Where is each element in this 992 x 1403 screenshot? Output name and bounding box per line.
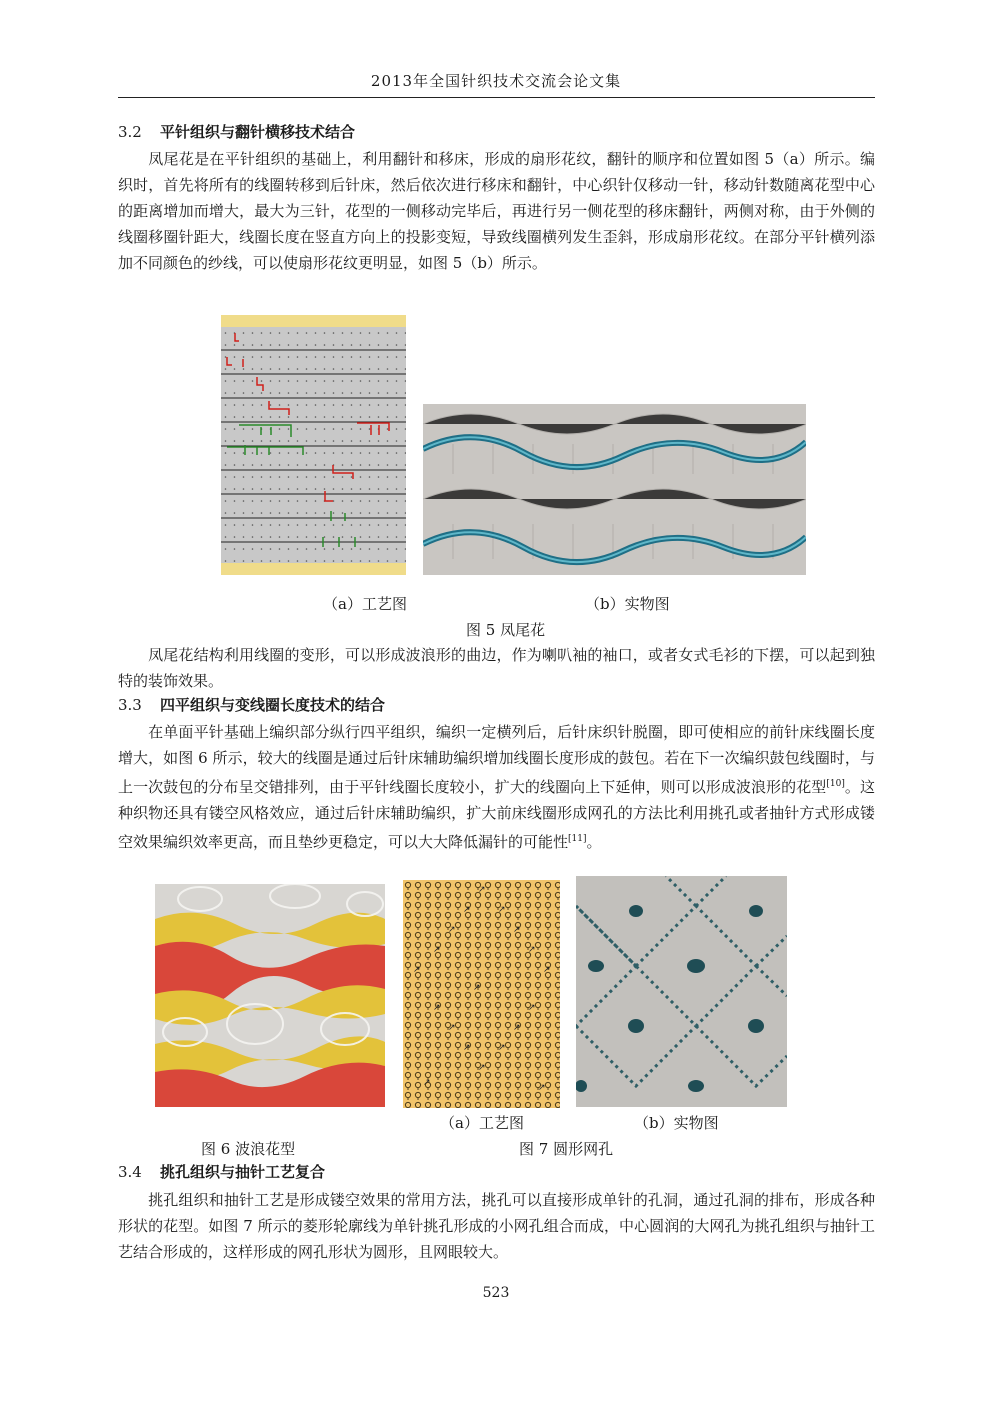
- svg-text:↗: ↗: [528, 945, 536, 955]
- svg-text:↗: ↗: [498, 1043, 506, 1053]
- svg-text:↗: ↗: [538, 1083, 546, 1093]
- svg-text:↗: ↗: [498, 905, 506, 915]
- figure-6-caption: 图 6 波浪花型: [201, 1140, 296, 1158]
- figure-7a-caption: （a）工艺图: [440, 1114, 524, 1132]
- svg-text:↗: ↗: [543, 965, 551, 975]
- section-number: 3.2: [118, 123, 142, 141]
- section-title: 挑孔组织与抽针工艺复合: [160, 1163, 326, 1181]
- section-title: 四平组织与变线圈长度技术的结合: [160, 696, 386, 714]
- section-3-2-heading: [118, 121, 355, 142]
- svg-text:↗: ↗: [413, 965, 421, 975]
- figure-5b-caption: （b）实物图: [585, 595, 670, 613]
- figure-5a-diagram: [221, 315, 406, 575]
- svg-text:↗: ↗: [423, 1078, 431, 1088]
- svg-text:↗: ↗: [513, 925, 521, 935]
- figure-7a-diagram: [403, 880, 560, 1108]
- svg-text:↗: ↗: [433, 945, 441, 955]
- svg-text:↗: ↗: [448, 925, 456, 935]
- header-rule: [118, 97, 875, 98]
- svg-text:↗: ↗: [478, 885, 486, 895]
- section-3-3-heading: [118, 694, 385, 715]
- section-number: 3.4: [118, 1163, 142, 1181]
- svg-text:↗: ↗: [473, 983, 481, 993]
- svg-text:↗: ↗: [513, 1023, 521, 1033]
- figure-7-caption: 图 7 圆形网孔: [519, 1140, 614, 1158]
- section-3-4-heading: [118, 1161, 325, 1182]
- section-number: 3.3: [118, 696, 142, 714]
- svg-text:↗: ↗: [448, 1023, 456, 1033]
- section-3-4-paragraph: 挑孔组织和抽针工艺是形成镂空效果的常用方法，挑孔可以直接形成单针的孔洞，通过孔洞的排布，形成各种形状的花型。如图 7 所示的菱形轮廓线为单针挑孔形成的小网孔组合而成，中心圆润的大网孔为挑孔组织与抽针工艺结合形成的，这样形成的网孔形状为圆形，且网眼较大。: [118, 1191, 875, 1261]
- figure-5-caption: 图 5 凤尾花: [466, 621, 546, 639]
- figure-7b-caption: （b）实物图: [634, 1114, 719, 1132]
- figure-6-photo: [155, 884, 385, 1107]
- citation-11: [11]: [568, 834, 587, 844]
- citation-10: [10]: [826, 779, 845, 789]
- page-number: 523: [482, 1285, 510, 1301]
- fan-pattern-chart: [221, 315, 406, 575]
- wave-fabric-photo: [155, 884, 385, 1107]
- section-3-2-paragraph: 凤尾花是在平针组织的基础上，利用翻针和移床，形成的扇形花纹，翻针的顺序和位置如图 5（a）所示。编织时，首先将所有的线圈转移到后针床，然后依次进行移床和翻针，中心织针仅移动一针，移动针数随离花型中心的距离增加而增大，最大为三针，花型的一侧移动完毕后，再进行另一侧花型的移床翻针，两侧对称，由于外侧的线圈移圈针距大，线圈长度在竖直方向上的投影变短，导致线圈横列发生歪斜，形成扇形花纹。在部分平针横列添加不同颜色的纱线，可以使扇形花纹更明显，如图 5（b）所示。: [118, 150, 875, 272]
- round-mesh-fabric-photo: [576, 876, 787, 1107]
- svg-text:↗: ↗: [463, 905, 471, 915]
- round-mesh-chart: [403, 880, 560, 1108]
- section-title: 平针组织与翻针横移技术结合: [160, 123, 356, 141]
- section-3-3-paragraph: 在单面平针基础上编织部分纵行四平组织，编织一定横列后，后针床织针脱圈，即可使相应的前针床线圈长度增大，如图 6 所示，较大的线圈是通过后针床辅助编织增加线圈长度形成的鼓包。若在下一次编织鼓包线圈时，与上一次鼓包的分布呈交错排列，由于平针线圈长度较小，扩大的线圈向上下延伸，则可以形成波浪形的花型[10]。这种织物还具有镂空风格效应，通过后针床辅助编织，扩大前床线圈形成网孔的方法比利用挑孔或者抽针方式形成镂空效果编织效率更高，而且垫纱更稳定，可以大大降低漏针的可能性[11]。: [118, 723, 875, 851]
- svg-text:↗: ↗: [528, 1003, 536, 1013]
- fan-fabric-photo: [423, 404, 806, 575]
- svg-text:↗: ↗: [463, 1043, 471, 1053]
- figure-7b-photo: [576, 876, 787, 1107]
- paragraph-after-figure-5: 凤尾花结构利用线圈的变形，可以形成波浪形的曲边，作为喇叭袖的袖口，或者女式毛衫的下摆，可以起到独特的装饰效果。: [118, 646, 875, 690]
- running-header: 2013年全国针织技术交流会论文集: [370, 72, 622, 90]
- svg-text:↗: ↗: [478, 1063, 486, 1073]
- figure-5a-caption: （a）工艺图: [323, 595, 407, 613]
- figure-5b-photo: [423, 404, 806, 575]
- svg-text:↗: ↗: [433, 1003, 441, 1013]
